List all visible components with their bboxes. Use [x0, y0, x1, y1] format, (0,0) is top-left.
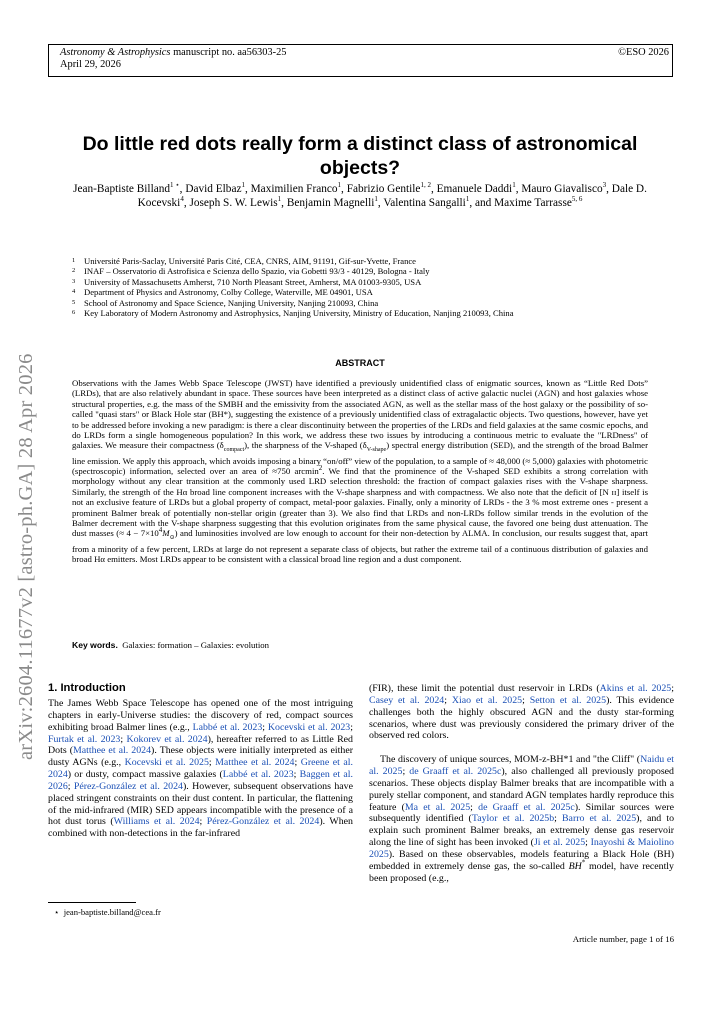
- author-name: Dale D. Kocevski: [137, 183, 647, 209]
- citation-link[interactable]: de Graaff et al. 2025c: [478, 801, 575, 813]
- citation-link[interactable]: Furtak et al. 2023: [48, 733, 121, 745]
- header-line-1: [60, 47, 669, 59]
- body-column-left: [48, 698, 353, 840]
- keywords-label: Key words.: [72, 640, 118, 650]
- affiliation-text: Key Laboratory of Modern Astronomy and Astrophysics, Nanjing University, Ministry of Education, Nanjing 210093, China: [84, 308, 514, 319]
- body-column-right: [369, 683, 674, 885]
- author-name: Joseph S. W. Lewis: [189, 196, 278, 209]
- author-name: Jean-Baptiste Billand: [73, 183, 171, 195]
- author-affiliation-mark: 1: [241, 181, 245, 190]
- citation-link[interactable]: de Graaff et al. 2025c: [409, 766, 502, 778]
- author-name: Benjamin Magnelli: [286, 196, 375, 209]
- citation-link[interactable]: Ma et al. 2025: [404, 801, 471, 813]
- author-affiliation-mark: 1 ⋆: [170, 181, 180, 190]
- citation-link[interactable]: Xiao et al. 2025: [451, 694, 523, 706]
- author-affiliation-mark: 1: [465, 194, 470, 203]
- author-name: David Elbaz: [185, 183, 242, 195]
- citation-link[interactable]: Barro et al. 2025: [561, 813, 637, 825]
- citation-link[interactable]: Kocevski et al. 2023: [267, 721, 351, 733]
- citation-link[interactable]: Labbé et al. 2023: [192, 721, 263, 733]
- paper-title: Do little red dots really form a distinct class of astronomical objects?: [82, 133, 638, 179]
- author-affiliation-mark: 1: [277, 194, 282, 203]
- affiliation-text: Université Paris-Saclay, Université Paris Cité, CEA, CNRS, AIM, 91191, Gif-sur-Yvette, France: [84, 256, 416, 266]
- section-heading-introduction: 1. Introduction: [48, 682, 126, 694]
- affiliation-item: [72, 308, 672, 318]
- citation-link[interactable]: Matthee et al. 2024: [215, 757, 295, 769]
- author-affiliation-mark: 1: [374, 194, 378, 203]
- author-affiliation-mark: 5, 6: [571, 194, 583, 203]
- citation-link[interactable]: Labbé et al. 2023: [222, 769, 294, 781]
- affiliation-text: University of Massachusetts Amherst, 710 North Pleasant Street, Amherst, MA 01003-9305, USA: [84, 276, 422, 287]
- paragraph: (FIR), these limit the potential dust reservoir in LRDs (Akins et al. 2025; Casey et al. 2024; Xiao et al. 2025; Setton et al. 2025). This evidence challenges both the highly obscured AGN and the dusty star-forming scenarios, where dust was previously considered the primary driver of the observed red colors.: [369, 683, 675, 742]
- citation-link[interactable]: Akins et al. 2025: [599, 683, 672, 694]
- affiliation-item: [72, 277, 672, 287]
- affiliation-number: 6: [72, 309, 76, 317]
- author-affiliation-mark: 4: [180, 194, 184, 203]
- citation-link[interactable]: Casey et al. 2024: [369, 694, 445, 706]
- affiliation-item: [72, 256, 672, 266]
- keywords: [72, 640, 648, 650]
- paragraph: The James Webb Space Telescope has opened one of the most intriguing chapters in early-Universe studies: the discovery of red, compact sources exhibiting broad Balmer lines (e.g., Labbé et al. 2023; Kocevski et al. 2023; Furtak et al. 2023; Kokorev et al. 2024), hereafter referred to as Little Red Dots (Matthee et al. 2024). These objects were initially interpreted as either dusty AGNs (e.g., Kocevski et al. 2025; Matthee et al. 2024; Greene et al. 2024) or dusty, compact massive galaxies (Labbé et al. 2023; Baggen et al. 2026; Pérez-González et al. 2024). However, subsequent observations have placed stringent constraints on their dust content. In particular, the flattening of the mid-infrared (MIR) SED appears incompatible with the presence of a hot dust torus (Williams et al. 2024; Pérez-González et al. 2024). When combined with non-detections in the far-infrared: [48, 698, 354, 840]
- copyright: ©ESO 2026: [618, 47, 669, 58]
- journal-header: [48, 44, 673, 77]
- header-date: April 29, 2026: [60, 59, 121, 70]
- manuscript-number: manuscript no. aa56303-25: [173, 47, 287, 58]
- author-name: Maximilien Franco: [250, 183, 338, 195]
- citation-link[interactable]: Taylor et al. 2025b: [471, 813, 555, 825]
- author-name: Fabrizio Gentile: [346, 183, 421, 195]
- author-affiliation-mark: 1: [512, 181, 516, 190]
- affiliation-text: Department of Physics and Astronomy, Colby College, Waterville, ME 04901, USA: [84, 287, 373, 298]
- affiliation-number: 2: [72, 267, 76, 275]
- footnote-mark: ⋆: [54, 907, 60, 917]
- affiliation-number: 4: [72, 288, 76, 296]
- citation-link[interactable]: Pérez-González et al. 2024: [206, 816, 320, 828]
- affiliation-item: [72, 298, 672, 308]
- journal-name: Astronomy & Astrophysics: [60, 47, 171, 58]
- footnote-email: jean-baptiste.billand@cea.fr: [63, 907, 161, 917]
- author-affiliation-mark: 3: [602, 181, 607, 190]
- citation-link[interactable]: Ji et al. 2025: [533, 837, 586, 849]
- footnote: [54, 907, 161, 918]
- author-name: Mauro Giavalisco: [521, 183, 603, 195]
- footnote-rule: [48, 902, 136, 903]
- affiliation-item: [72, 266, 672, 276]
- affiliation-text: INAF – Osservatorio di Astrofisica e Scienza dello Spazio, via Gobetti 93/3 - 40129, Bologna - Italy: [84, 266, 430, 277]
- author-affiliation-mark: 1: [337, 181, 342, 190]
- author-affiliation-mark: 1, 2: [420, 181, 431, 190]
- citation-link[interactable]: Naidu et al. 2025: [369, 754, 674, 778]
- citation-link[interactable]: Kocevski et al. 2025: [124, 757, 209, 769]
- affiliation-number: 3: [72, 277, 76, 285]
- page-number: Article number, page 1 of 16: [572, 934, 674, 944]
- affiliation-number: 1: [72, 257, 76, 264]
- arxiv-stamp: arXiv:2604.11677v2 [astro-ph.GA] 28 Apr 2026: [15, 353, 37, 760]
- citation-link[interactable]: Setton et al. 2025: [529, 694, 607, 706]
- citation-link[interactable]: Inayoshi & Maiolino 2025: [369, 837, 674, 860]
- paragraph: The discovery of unique sources, MOM-z-BH*1 and "the Cliff" (Naidu et al. 2025; de Graaff et al. 2025c), also challenged all previously proposed scenarios. These objects display Balmer breaks that are incompatible with a purely stellar component, and standard AGN templates hardly reproduce this feature (Ma et al. 2025; de Graaff et al. 2025c). Similar sources were subsequently identified (Taylor et al. 2025b; Barro et al. 2025), and to explain such prominent Balmer breaks, an extremely dense gas reservoir along the line of sight has been invoked (Ji et al. 2025; Inayoshi & Maiolino 2025). Based on these observables, models featuring a Black Hole (BH) embedded in extremely dense gas, the so-called BH* model, have recently been proposed (e.g.,: [369, 754, 675, 884]
- abstract-body: Observations with the James Webb Space Telescope (JWST) have identified a previously unidentified class of enigmatic sources, known as “Little Red Dots” (LRDs), that are also relatively abundant in space. These sources have been interpreted as a distinct class of active galactic nuclei (AGN) and host galaxies whose structural properties, e.g. the mass of the SMBH and the emissivity from the associated AGN, as well as the stellar mass of the host galaxy or the possibility of so-called "quasi stars" or Black Hole star (BH*), suggesting the existence of a previously unidentified class of extragalactic objects. Two questions, however, have yet to be addressed before invoking a new paradigm: is there a clear discontinuity between the properties of the LRDs and field galaxies at the same cosmic epochs, and do LRDs form a single homogeneous population? In this work, we address these two issues by introducing a continuous metric to evaluate the "LRDness" of galaxies. We measure their compactness $(\delta_{compact})$, the sharpness of the V-shaped $(\delta_{V-shape})$ spectral energy distribution (SED), and the strength of the broad Balmer line emission. We apply this approach, which avoids imposing a binary “on/off” view of the population, to a sample of ≈ 48,000 (≈ 5,000) galaxies with photometric (spectroscopic) information, selected over an area of ≈750 arcmin$^2$. We find that the prominence of the V-shaped SED exhibits a strong correlation with morphology without any clear transition at the commonly used LRD selection threshold: the fraction of compact galaxies rises with the V-shape sharpness. Similarly, the strength of the Hα broad line component increases with the V-shape sharpness and with compactness. We also note that the deficit of [N ɪɪ] itself is not an exclusive feature of LRDs but a global property of compact, metal-poor galaxies. Finally, only a minority of LRDs - the 3 % most extreme ones - present a prominent Balmer break of potentially non-stellar origin (greater than 3). We also find that LRDs and non-LRDs follow similar trends in the evolution of the Balmer decrement with the V-shape sharpness suggesting that this evolution originates from the same physical cause, the favored one being dust attenuation. The dust masses (≈ $4 - 7\times 10^4M_⊙$) and luminosities involved are low enough to account for their non-detection by ALMA. In conclusion, our results suggest that, apart from a minority of a few percent, LRDs at large do not represent a separate class of objects, but rather the extreme tail of a continuous distribution of galaxies and broad Hα emitters. Most LRDs appear to be consistent with a classical broad line region and a dust component.: [72, 378, 648, 564]
- abstract-heading: ABSTRACT: [335, 358, 385, 368]
- citation-link[interactable]: Pérez-González et al. 2024: [73, 780, 183, 792]
- author-list: Jean-Baptiste Billand$^{1 ⋆}$, David Elbaz$^1$, Maximilien Franco$^1$, Fabrizio Gentile$^{1, 2}$, Emanuele Daddi$^1$, Mauro Giavalisco$^3$, Dale D. Kocevski$^4$, Joseph S. W. Lewis$^1$, Benjamin Magnelli$^1$, Valentina Sangalli$^1$, and Maxime Tarrasse$^{5, 6}$: [73, 181, 647, 209]
- citation-link[interactable]: Greene et al. 2024: [48, 757, 353, 781]
- citation-link[interactable]: Williams et al. 2024: [113, 816, 200, 828]
- author-name: Valentina Sangalli: [383, 196, 466, 209]
- citation-link[interactable]: Matthee et al. 2024: [73, 745, 152, 757]
- citation-link[interactable]: Baggen et al. 2026: [48, 769, 353, 792]
- author-name: Emanuele Daddi: [436, 183, 513, 195]
- affiliation-text: School of Astronomy and Space Science, Nanjing University, Nanjing 210093, China: [84, 297, 379, 308]
- affiliation-item: [72, 287, 672, 297]
- affiliation-list: [72, 256, 672, 318]
- citation-link[interactable]: Kokorev et al. 2024: [126, 733, 208, 745]
- author-name: and Maxime Tarrasse: [474, 196, 572, 209]
- keywords-text: Galaxies: formation – Galaxies: evolution: [122, 640, 270, 650]
- affiliation-number: 5: [72, 298, 76, 306]
